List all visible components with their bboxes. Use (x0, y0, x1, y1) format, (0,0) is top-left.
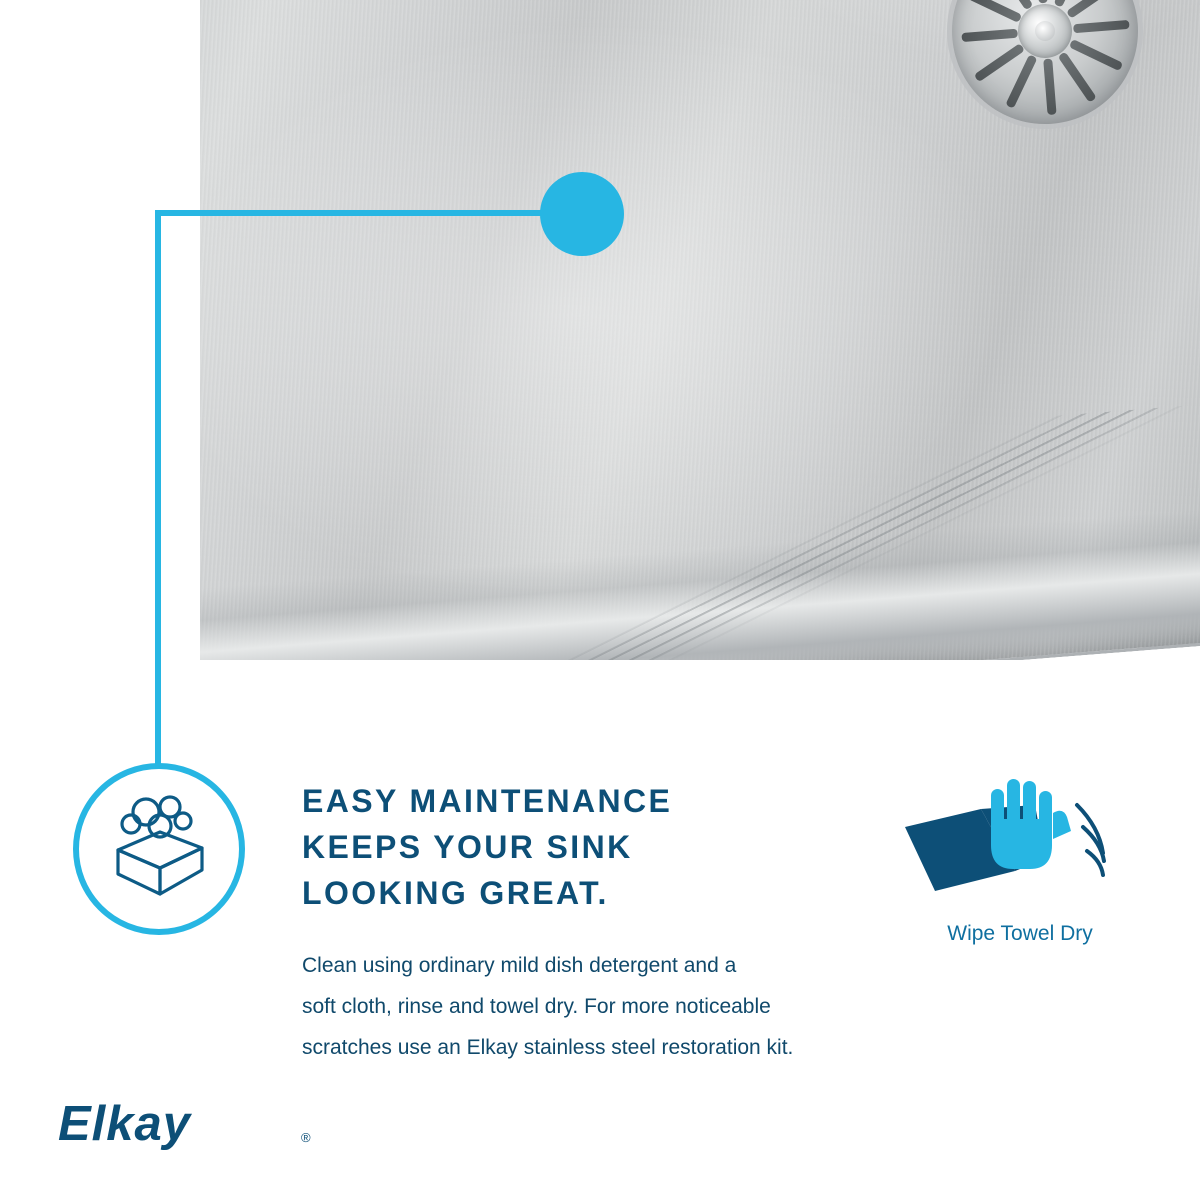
photo-left-margin (0, 0, 200, 740)
wipe-caption: Wipe Towel Dry (947, 922, 1093, 945)
body-copy-line-1: Clean using ordinary mild dish detergent and a (302, 954, 737, 977)
body-copy-line-2: soft cloth, rinse and towel dry. For more noticeable (302, 995, 771, 1018)
callout-dot (540, 172, 624, 256)
callout-leader-horizontal (155, 210, 545, 216)
photo-bottom-margin (0, 660, 1200, 740)
headline-line-2: KEEPS YOUR SINK (302, 829, 633, 865)
elkay-logo (58, 1098, 313, 1150)
drain-hub (1016, 2, 1074, 60)
headline-line-3: LOOKING GREAT. (302, 875, 609, 911)
body-copy-line-3: scratches use an Elkay stainless steel restoration kit. (302, 1036, 794, 1059)
elkay-logo-wordmark: Elkay (58, 1097, 192, 1151)
body-copy (302, 945, 902, 1068)
headline-line-1: EASY MAINTENANCE (302, 783, 673, 819)
headline (302, 778, 862, 916)
hand-wiping-with-cloth-icon (895, 775, 1145, 915)
callout-leader-vertical (155, 210, 161, 770)
registered-trademark-icon: ® (301, 1130, 311, 1145)
sponge-with-suds-icon (98, 790, 220, 908)
